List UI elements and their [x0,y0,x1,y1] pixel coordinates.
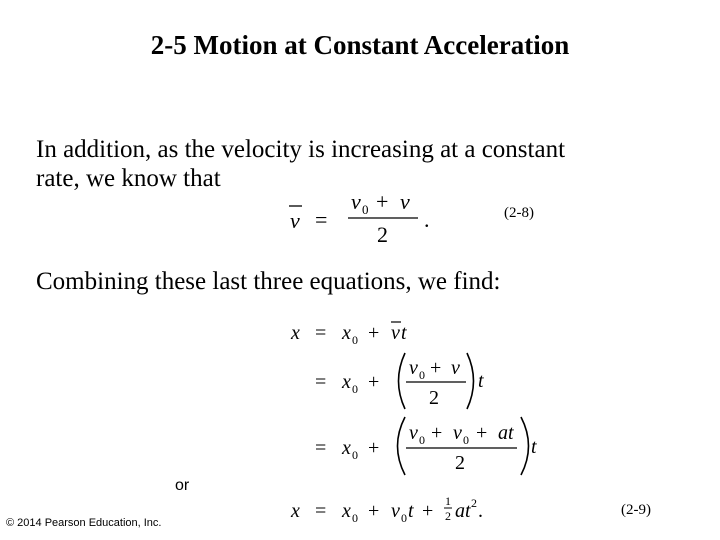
svg-text:0: 0 [352,333,358,347]
svg-text:+: + [430,357,442,379]
equation-label-2-9: (2-9) [621,502,651,518]
svg-text:0: 0 [401,511,407,525]
average-velocity-equation [285,185,445,250]
svg-text:+: + [368,500,380,522]
svg-text:at: at [455,500,471,522]
svg-text:x: x [291,500,300,522]
svg-text:1: 1 [445,494,451,508]
or-connector: or [175,477,190,494]
svg-text:v: v [451,357,460,379]
svg-text:0: 0 [419,433,425,447]
svg-text:+: + [376,189,389,214]
svg-text:t: t [531,436,537,458]
svg-text:v: v [400,189,410,214]
svg-text:0: 0 [362,202,369,217]
svg-text:+: + [368,437,380,459]
svg-text:+: + [368,371,380,393]
equation-label-2-8: (2-8) [504,205,534,221]
svg-text:+: + [476,422,488,444]
svg-text:=: = [315,437,327,459]
svg-text:x: x [291,322,300,344]
position-derivation-equations [285,315,555,530]
svg-text:x: x [342,371,351,393]
combining-paragraph: Combining these last three equations, we find: [36,268,501,295]
svg-text:0: 0 [352,448,358,462]
svg-text:v: v [453,422,462,444]
svg-text:+: + [422,500,434,522]
svg-text:x: x [342,500,351,522]
svg-text:=: = [315,500,327,522]
svg-text:2: 2 [377,222,388,247]
svg-text:0: 0 [419,368,425,382]
svg-text:x: x [342,322,351,344]
svg-text:x: x [342,437,351,459]
svg-text:t: t [408,500,414,522]
svg-text:=: = [315,322,327,344]
svg-text:0: 0 [352,382,358,396]
intro-line-2: rate, we know that [36,165,221,192]
svg-text:2: 2 [445,509,451,523]
svg-text:.: . [424,207,430,232]
svg-text:+: + [368,322,380,344]
svg-text:=: = [315,371,327,393]
svg-text:at: at [498,422,514,444]
svg-text:v: v [391,500,400,522]
svg-text:0: 0 [352,511,358,525]
svg-text:v: v [290,208,300,233]
svg-text:v: v [351,189,361,214]
svg-text:2: 2 [455,452,465,474]
copyright-notice: © 2014 Pearson Education, Inc. [6,517,162,529]
intro-line-1: In addition, as the velocity is increasing at a constant [36,136,566,163]
svg-text:0: 0 [463,433,469,447]
svg-text:+: + [431,422,443,444]
slide-title: 2-5 Motion at Constant Acceleration [150,30,570,60]
svg-text:v: v [409,357,418,379]
svg-text:v: v [409,422,418,444]
svg-text:.: . [478,500,483,522]
svg-text:t: t [478,370,484,392]
svg-text:2: 2 [429,387,439,409]
svg-text:t: t [401,322,407,344]
svg-text:v: v [391,322,400,344]
svg-text:=: = [315,207,328,232]
svg-text:2: 2 [471,496,477,510]
